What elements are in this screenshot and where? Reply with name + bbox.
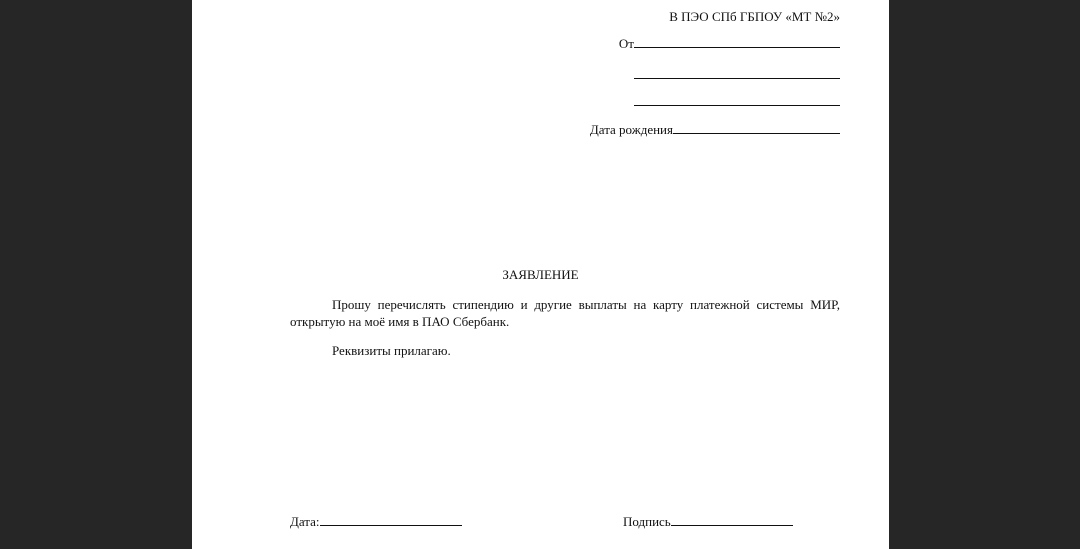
date-blank	[320, 514, 462, 526]
signature-line	[623, 514, 793, 530]
birth-date-label: Дата рождения	[589, 122, 673, 137]
signature-blank	[671, 514, 793, 526]
birth-date-blank	[673, 122, 840, 134]
signature-label: Подпись	[623, 514, 671, 529]
addressee-line	[669, 9, 840, 25]
attachment-paragraph: Реквизиты прилагаю.	[332, 343, 451, 358]
document-title: ЗАЯВЛЕНИЕ	[502, 267, 579, 282]
date-line	[290, 514, 462, 530]
date-label: Дата:	[290, 514, 320, 529]
from-blank-2	[634, 67, 840, 79]
from-blank-line-2	[634, 67, 840, 83]
birth-date-line	[590, 122, 840, 138]
from-blank-line-3	[634, 94, 840, 110]
addressee-text: В ПЭО СПб ГБПОУ «МТ №2»	[669, 9, 840, 24]
from-label: От	[618, 36, 634, 51]
from-blank-3	[634, 94, 840, 106]
from-blank	[634, 36, 840, 48]
from-line	[619, 36, 840, 52]
request-paragraph: Прошу перечислять стипендию и другие выплаты на карту платежной системы МИР, открытую на моё имя в ПАО Сбербанк.	[290, 297, 840, 329]
document-page	[192, 0, 889, 549]
